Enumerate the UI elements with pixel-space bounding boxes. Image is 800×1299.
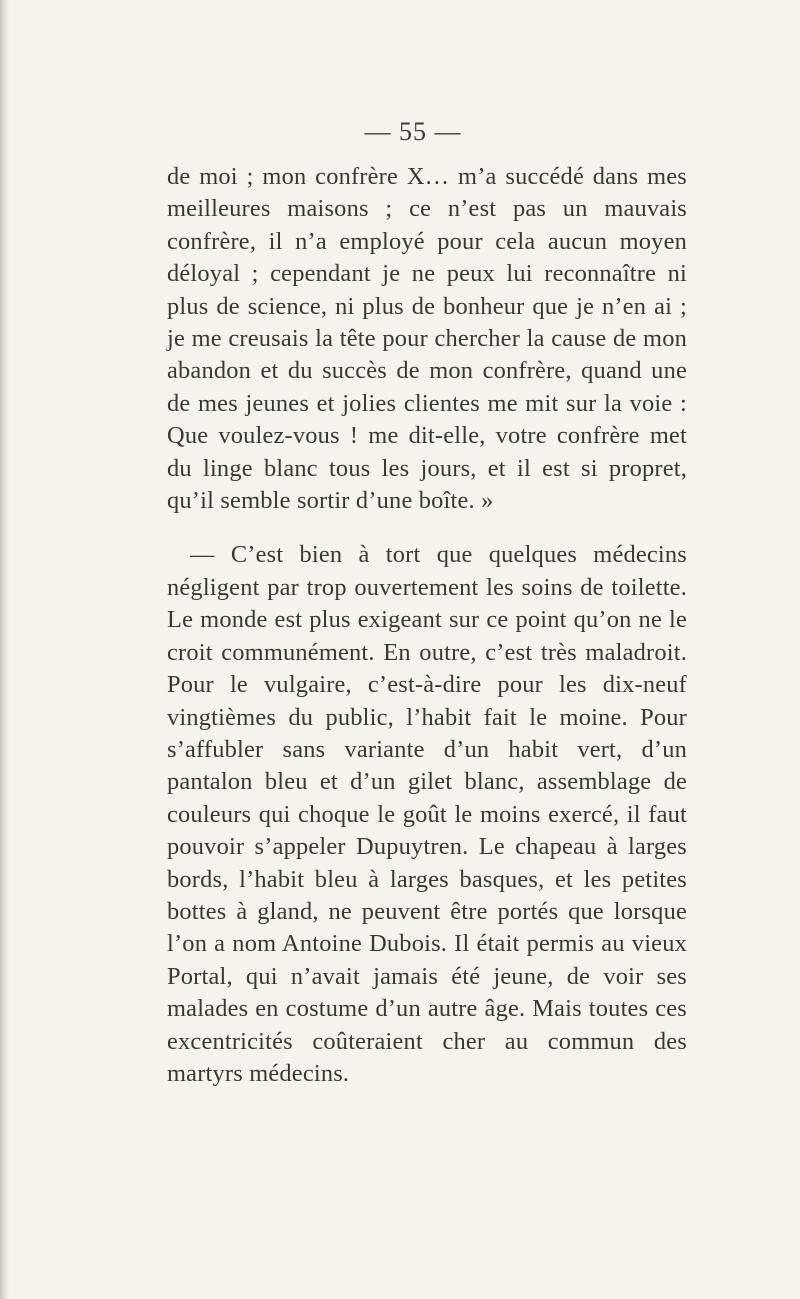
paragraph-toilette: — C’est bien à tort que quelques médecins négligent par trop ouvertement les soins de toilette. Le monde est plus exigeant sur ce point qu’on ne le croit communément. En outre, c’est très maladroit. Pour le vulgaire, c’est-à-dire pour les dix-neuf vingtièmes du public, l’habit fait le moine. Pour s’affubler sans variante d’un habit vert, d’un pantalon bleu et d’un gilet blanc, assemblage de couleurs qui choque le goût le moins exercé, il faut pouvoir s’appeler Dupuytren. Le chapeau à larges bords, l’habit bleu à larges basques, et les petites bottes à gland, ne peuvent être portés que lorsque l’on a nom Antoine Dubois. Il était permis au vieux Portal, qui n’avait jamais été jeune, de voir ses malades en costume d’un autre âge. Mais toutes ces excentricités coûteraient cher au commun des martyrs médecins.	[167, 541, 687, 1087]
page-number: — 55 —	[364, 117, 462, 146]
paragraph-continuation: de moi ; mon confrère X… m’a succédé dans mes meilleures maisons ; ce n’est pas un mauvais confrère, il n’a employé pour cela aucun moyen déloyal ; cependant je ne peux lui reconnaître ni plus de science, ni plus de bonheur que je n’en ai ; je me creusais la tête pour chercher la cause de mon abandon et du succès de mon confrère, quand une de mes jeunes et jolies clientes me mit sur la voie : Que voulez-vous ! me dit-elle, votre confrère met du linge blanc tous les jours, et il est si propret, qu’il semble sortir d’une boîte. »	[167, 163, 687, 515]
body-text	[167, 161, 687, 1090]
